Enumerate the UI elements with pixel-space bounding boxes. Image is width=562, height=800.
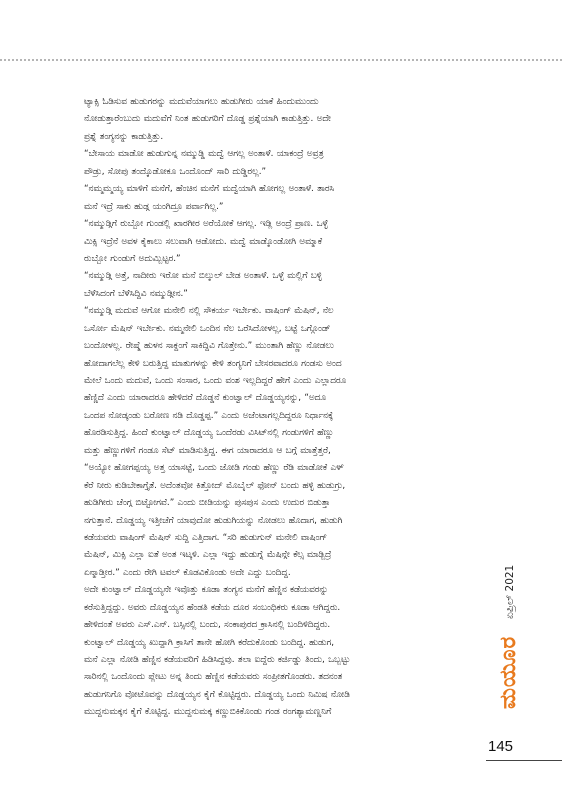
text-line: ಸಾರಿನಲ್ಲಿ ಒಂದೊಂದು ಪ್ಲೇಟು ಅನ್ನ ತಿಂದು ಹೆಣ್ಣಿನ ಕಡೆಯವರು ಸಂಪ್ರೀತಗೊಂಡರು. ತದನಂತ (84, 672, 343, 683)
text-line: “ಅಯ್ಯೋ ಹೋಗಪ್ಪಯ್ಯ ಅತ್ತ ಯಾಸಟ್ಟೆ, ಒಂದು ಜೋಡಿ ಗಂಡು ಹೆಣ್ಣು ರೆಡಿ ಮಾಡೋಕೆ ಎಳ್ (84, 463, 344, 474)
text-line: ಮತ್ತು ಹೆಣ್ಣುಗಳಿಗೆ ಗಂಡೂ ಸೆಟ್ ಮಾಡಿಸುತ್ತಿದ್ದ. ಈಗ ಯಾರಾದರೂ ಆ ಬಗ್ಗೆ ಮಾತ್ತೆತ್ತರೆ, (84, 445, 331, 456)
text-line: “ನಮ್ಮುಡ್ಗಿಗೆ ರುಬ್ಬೋ ಗುಂಡಲ್ಲಿ ಖಾರಗೀರ ಅರೆಯೋಕೆ ಆಗಲ್ಲ. ಇಡ್ಲಿ ಅಂದ್ರೆ ಪ್ರಾಣ. ಒಳ್ಳೆ (84, 219, 329, 230)
text-line: ಮನೆ ಎಲ್ಲಾ ನೋಡಿ ಹೆಣ್ಣಿನ ಕಡೆಯವರಿಗೆ ಹಿಡಿಸಿದ್ದವು. ತಲಾ ಐದ್ದೆರು ಕರ್ಜಿಡ್ಡು ತಿಂದು, ಒಬ್ಬಟ್ಟು (84, 655, 351, 665)
text-line: ಬೆಳೆಸಿದಂಗೆ ಬೆಳೆಸಿದ್ದಿವಿ ನಮ್ಮುಡ್ಗೀನ.” (84, 288, 188, 299)
text-line: ಹೊರಡಿಸುತ್ತಿದ್ದ. ಹಿಂದೆ ಕುಂಟ್ವಾಲ್ ದೊಡ್ಡಯ್ಯ ಒಂದೆರಡು ವಿಸಿಟ್‌ನಲ್ಲಿ ಗಂಡುಗಳಿಗೆ ಹೆಣ್ಣು (84, 428, 334, 439)
text-line: ಬಂದೋಳಲ್ಲ. ರೇಷ್ಮೆ ಹುಳನ ಸಾಕ್ದಂಗೆ ಸಾಕಿದ್ದಿವಿ ಗೊತ್ತೇನು.” ಮುಂತಾಗಿ ಹೆಣ್ಣು ನೋಡಲು (84, 341, 334, 352)
text-line: ಹೇಳಿದಂತೆ ಅವರು ಎಸ್.ಎನ್. ಬಸ್ಸಿನಲ್ಲಿ ಬಂದು, ಸಂಕಾಪುರದ ಕ್ರಾಸಿನಲ್ಲಿ ಬಂದಿಳಿದಿದ್ದರು. (84, 620, 331, 631)
article-body (84, 94, 484, 722)
text-line: ಹುಡುಗನಿಗೊ ವೋಟೊವನ್ನು ದೊಡ್ಡಯ್ಯನ ಕೈಗೆ ಕೊಟ್ಟಿದ್ದರು. ದೊಡ್ಡಯ್ಯ ಒಂದು ನಿಮಿಷ ನೋಡಿ (84, 689, 350, 700)
text-line: ಪ್ರಶ್ನೆ ತಂಗ್ಯನನ್ನು ಕಾಡುತ್ತಿತ್ತು. (84, 131, 164, 142)
text-line: “ನಮ್ಮುಡ್ಗಿ ಅತ್ತೆ, ನಾದೀರು ಇರೋ ಮನೆ ಬಿಲ್ಕುಲ್ ಬೇಡ ಅಂತಾಳೆ. ಒಳ್ಳೆ ಮಲ್ಲಿಗೆ ಬಳ್ಳಿ (84, 271, 323, 282)
page-number-rule (486, 760, 562, 761)
text-line: ಮನೆ ಇದ್ರೆ ಸಾಕು ಹುಡ್ಗ ಯಂಗಿದ್ರೂ ಪರ್ವಾಗಿಲ್ಲ.” (84, 201, 224, 212)
page-number: 145 (488, 738, 514, 755)
text-line: ಪೌಡ್ರು, ಸೋಪು ತಂದ್ಕೊಡೋಕೂ ಒಂದೊಂದ್ ಸಾರಿ ದುಡ್ಡಿರಲ್ಲ.” (84, 166, 267, 177)
text-line: ನಗುತ್ತಾನೆ. ದೊಡ್ಡಯ್ಯ ಇತ್ತೀಚೆಗೆ ಯಾವುದೋ ಹುಡುಗಿಯನ್ನು ನೋಡಲು ಹೊದಾಗ, ಹುಡುಗಿ (84, 515, 343, 526)
text-line: ಕುಂಟ್ವಾಲ್ ದೊಡ್ಡಯ್ಯ ಖುದ್ದಾಗಿ ಕ್ರಾಸಿಗೆ ತಾನೇ ಹೋಗಿ ಕರೆದುಕೊಂಡು ಬಂದಿದ್ದ. ಹುಡುಗ, (84, 637, 335, 648)
text-line: ಮೇಲೆ ಒಂದು ಮದುವೆ, ಒಂದು ಸಂಸಾರ, ಒಂದು ವಂಶ ಇಲ್ಲದಿದ್ದರೆ ಹೇಗೆ ಎಂದು ಎಲ್ಲಾದರೂ (84, 376, 347, 386)
text-line: ಒರ್ಸೋ ಮೆಷಿನ್ ಇರ್ಬೇಕು. ನಮ್ಮನೇಲಿ ಒಂದಿನ ನೆಲ ಒರೆಸಿದೋಳಲ್ಲ, ಬಟ್ಟೆ ಒಗ್ಗೊಂಡ್ (84, 323, 331, 334)
text-line: ಹೋದಾಗಲೆಲ್ಲ ಕೇಳಿ ಬರುತ್ತಿದ್ದ ಮಾತುಗಳನ್ನು ಕೇಳಿ ತಂಗ್ಯನಿಗೆ ಬೇಸರವಾದರೂ ಗಂಡಸು ಅಂದ (84, 358, 342, 369)
text-line: ಮಿಕ್ಸಿ ಇದ್ರೆನೆ ಅವಳ ಕೈಕಾಲು ಸಲುವಾಗಿ ಆಡೋದು. ಮದ್ವೆ ಮಾಡ್ಕೊಂಡೋಗಿ ಅಮ್ಮಾಕೆ (84, 236, 323, 247)
text-line: ಹುಡಿಗೀರು ಚೆಂಗ್ಗ ಬಿಟ್ಟೋಗವೆ.” ಎಂದು ಬೀಡಿಯನ್ನು ಪುಸಪುಸ ಎಂದು ಉದುರ ಬಿಡುತ್ತಾ (84, 498, 331, 509)
text-line: ಒಂದಪ ನೋಡ್ಕಂಡು ಬರೋಣ ನಡಿ ದೊಡ್ಡಪ್ಪ.” ಎಂದು ಅಜೆಂಟಾಗಲ್ಲದಿದ್ದರೂ ನಿರ್ಧಾನಕ್ಕೆ (84, 410, 334, 421)
text-line: “ಬೇಸಾಯ ಮಾಡೋ ಹುಡುಗುನ್ನ ನಮ್ಮುಡ್ಡಿ ಮದ್ವೆ ಆಗಲ್ಲ ಅಂತಾಳೆ. ಯಾಕಂದ್ರೆ ಅವ್ರತ್ರ (84, 149, 324, 160)
text-line: ಟ್ಯಾಕ್ಸಿ ಓಡಿಸುವ ಹುಡುಗರನ್ನು ಮದುವೆಯಾಗಲು ಹುಡುಗೀರು ಯಾಕೆ ಹಿಂದುಮುಂದು (84, 97, 319, 107)
text-line: ಕರೆಸುತ್ತಿದ್ದದ್ದು. ಅವರು ದೊಡ್ಡಯ್ಯನ ಹೆಂಡತಿ ಕಡೆಯ ದೂರ ಸಂಬಂಧಿಕರು ಕೂಡಾ ಆಗಿದ್ದರು. (84, 602, 341, 613)
text-line: ಮೆಷಿನ್, ಮಿಕ್ಸಿ ಎಲ್ಲಾ ಐತೆ ಅಂತ ಇಟ್ಕಳಿ. ಎಲ್ಲಾ ಇದ್ದು ಹುಡುಗ್ನೆ ಮೆಷಿನ್ಗೇ ಕೆಲ್ಸ ಮಾಡ್ಬಿದ್ರೆ (84, 550, 332, 561)
text-line: ಕಡೆಯವರು ವಾಷಿಂಗ್ ಮೆಷಿನ್ ಸುದ್ದಿ ಎತ್ತಿದಾಗ. “ಸರಿ ಹುಡುಗುನ್ ಮನೇಲಿ ವಾಷಿಂಗ್ (84, 532, 328, 543)
text-line: ಏನ್ಮಾಡ್ತೀರ.” ಎಂದು ರೇಗಿ ಟವಲ್ ಕೊಡವಿಕೊಂಡು ಅದೇ ಎದ್ದು ಬಂದಿದ್ದ. (84, 567, 291, 578)
text-line: ರುಬ್ಬೋ ಗುಂಡುಗೆ ಅದುಮ್ಬಿಟ್ಟರ.” (84, 253, 181, 264)
text-line: ನೋಡುತ್ತಾರೆಂಬುದು ಮದುವೆಗೆ ನಿಂತ ಹುಡುಗರಿಗೆ ದೊಡ್ಡ ಪ್ರಶ್ನೆಯಾಗಿ ಕಾಡುತ್ತಿತ್ತು. ಅದೇ (84, 114, 331, 125)
text-line: ಕೆರೆ ನೀರು ಕುಡಿಬೇಕಾಗ್ತೈತೆ. ಅದೆಂತವೋ ಕಿತ್ತೋದ್ ಮೊಬೈಲ್ ಫೋನ್ ಬಂದು ಹಳ್ಳಿ ಹುಡುಗ್ರು, (84, 480, 346, 491)
text-line: ಮುದ್ದನುಮಕ್ಕನ ಕೈಗೆ ಕೊಟ್ಟಿದ್ದ. ಮುದ್ದನುಮಕ್ಕ ಕಣ್ಣುಬಿಕಿಕೊಂಡು ಗಂಡ ರಂಗಶ್ಯಾಮಣ್ಣನಿಗೆ (84, 707, 332, 718)
magazine-brand: ಮಯೂರ (496, 635, 521, 709)
text-line: “ನಮ್ಮಮ್ಮಯ್ಯ ಮಾಳಿಗೆ ಮನೆಗೆ, ಹೆಂಚಿನ ಮನೆಗೆ ಮದ್ವೆಯಾಗಿ ಹೋಗಲ್ಲ ಅಂತಾಳೆ. ತಾರಸಿ (84, 184, 335, 195)
text-line: ಹೆಣ್ಣಿದೆ ಎಂದು ಯಾರಾದರೂ ಹೇಳಿದರೆ ದೊಡ್ಡನೆ ಕುಂಟ್ವಾಲ್ ದೊಡ್ಡಯ್ಯನನ್ನು, “ಅದೂ (84, 393, 326, 404)
text-line: ಅದೇ ಕುಂಟ್ವಾಲ್ ದೊಡ್ಡಯ್ಯನೇ ಇವೊತ್ತು ಕೂಡಾ ತಂಗ್ಯನ ಮನೆಗೆ ಹೆಣ್ಣಿನ ಕಡೆಯವರನ್ನು (84, 585, 329, 596)
top-dotted-rule (0, 59, 562, 61)
text-line: “ನಮ್ಮುಡ್ಗಿ ಮದುವೆ ಆಗೋ ಮನೇಲಿ ನಲ್ಲಿ ಸೌಕರ್ಯ ಇರ್ಬೇಕು. ವಾಷಿಂಗ್ ಮೆಷಿನ್, ನೆಲ (84, 306, 334, 317)
issue-date: ಏಪ್ರಿಲ್ 2021 (504, 564, 516, 620)
